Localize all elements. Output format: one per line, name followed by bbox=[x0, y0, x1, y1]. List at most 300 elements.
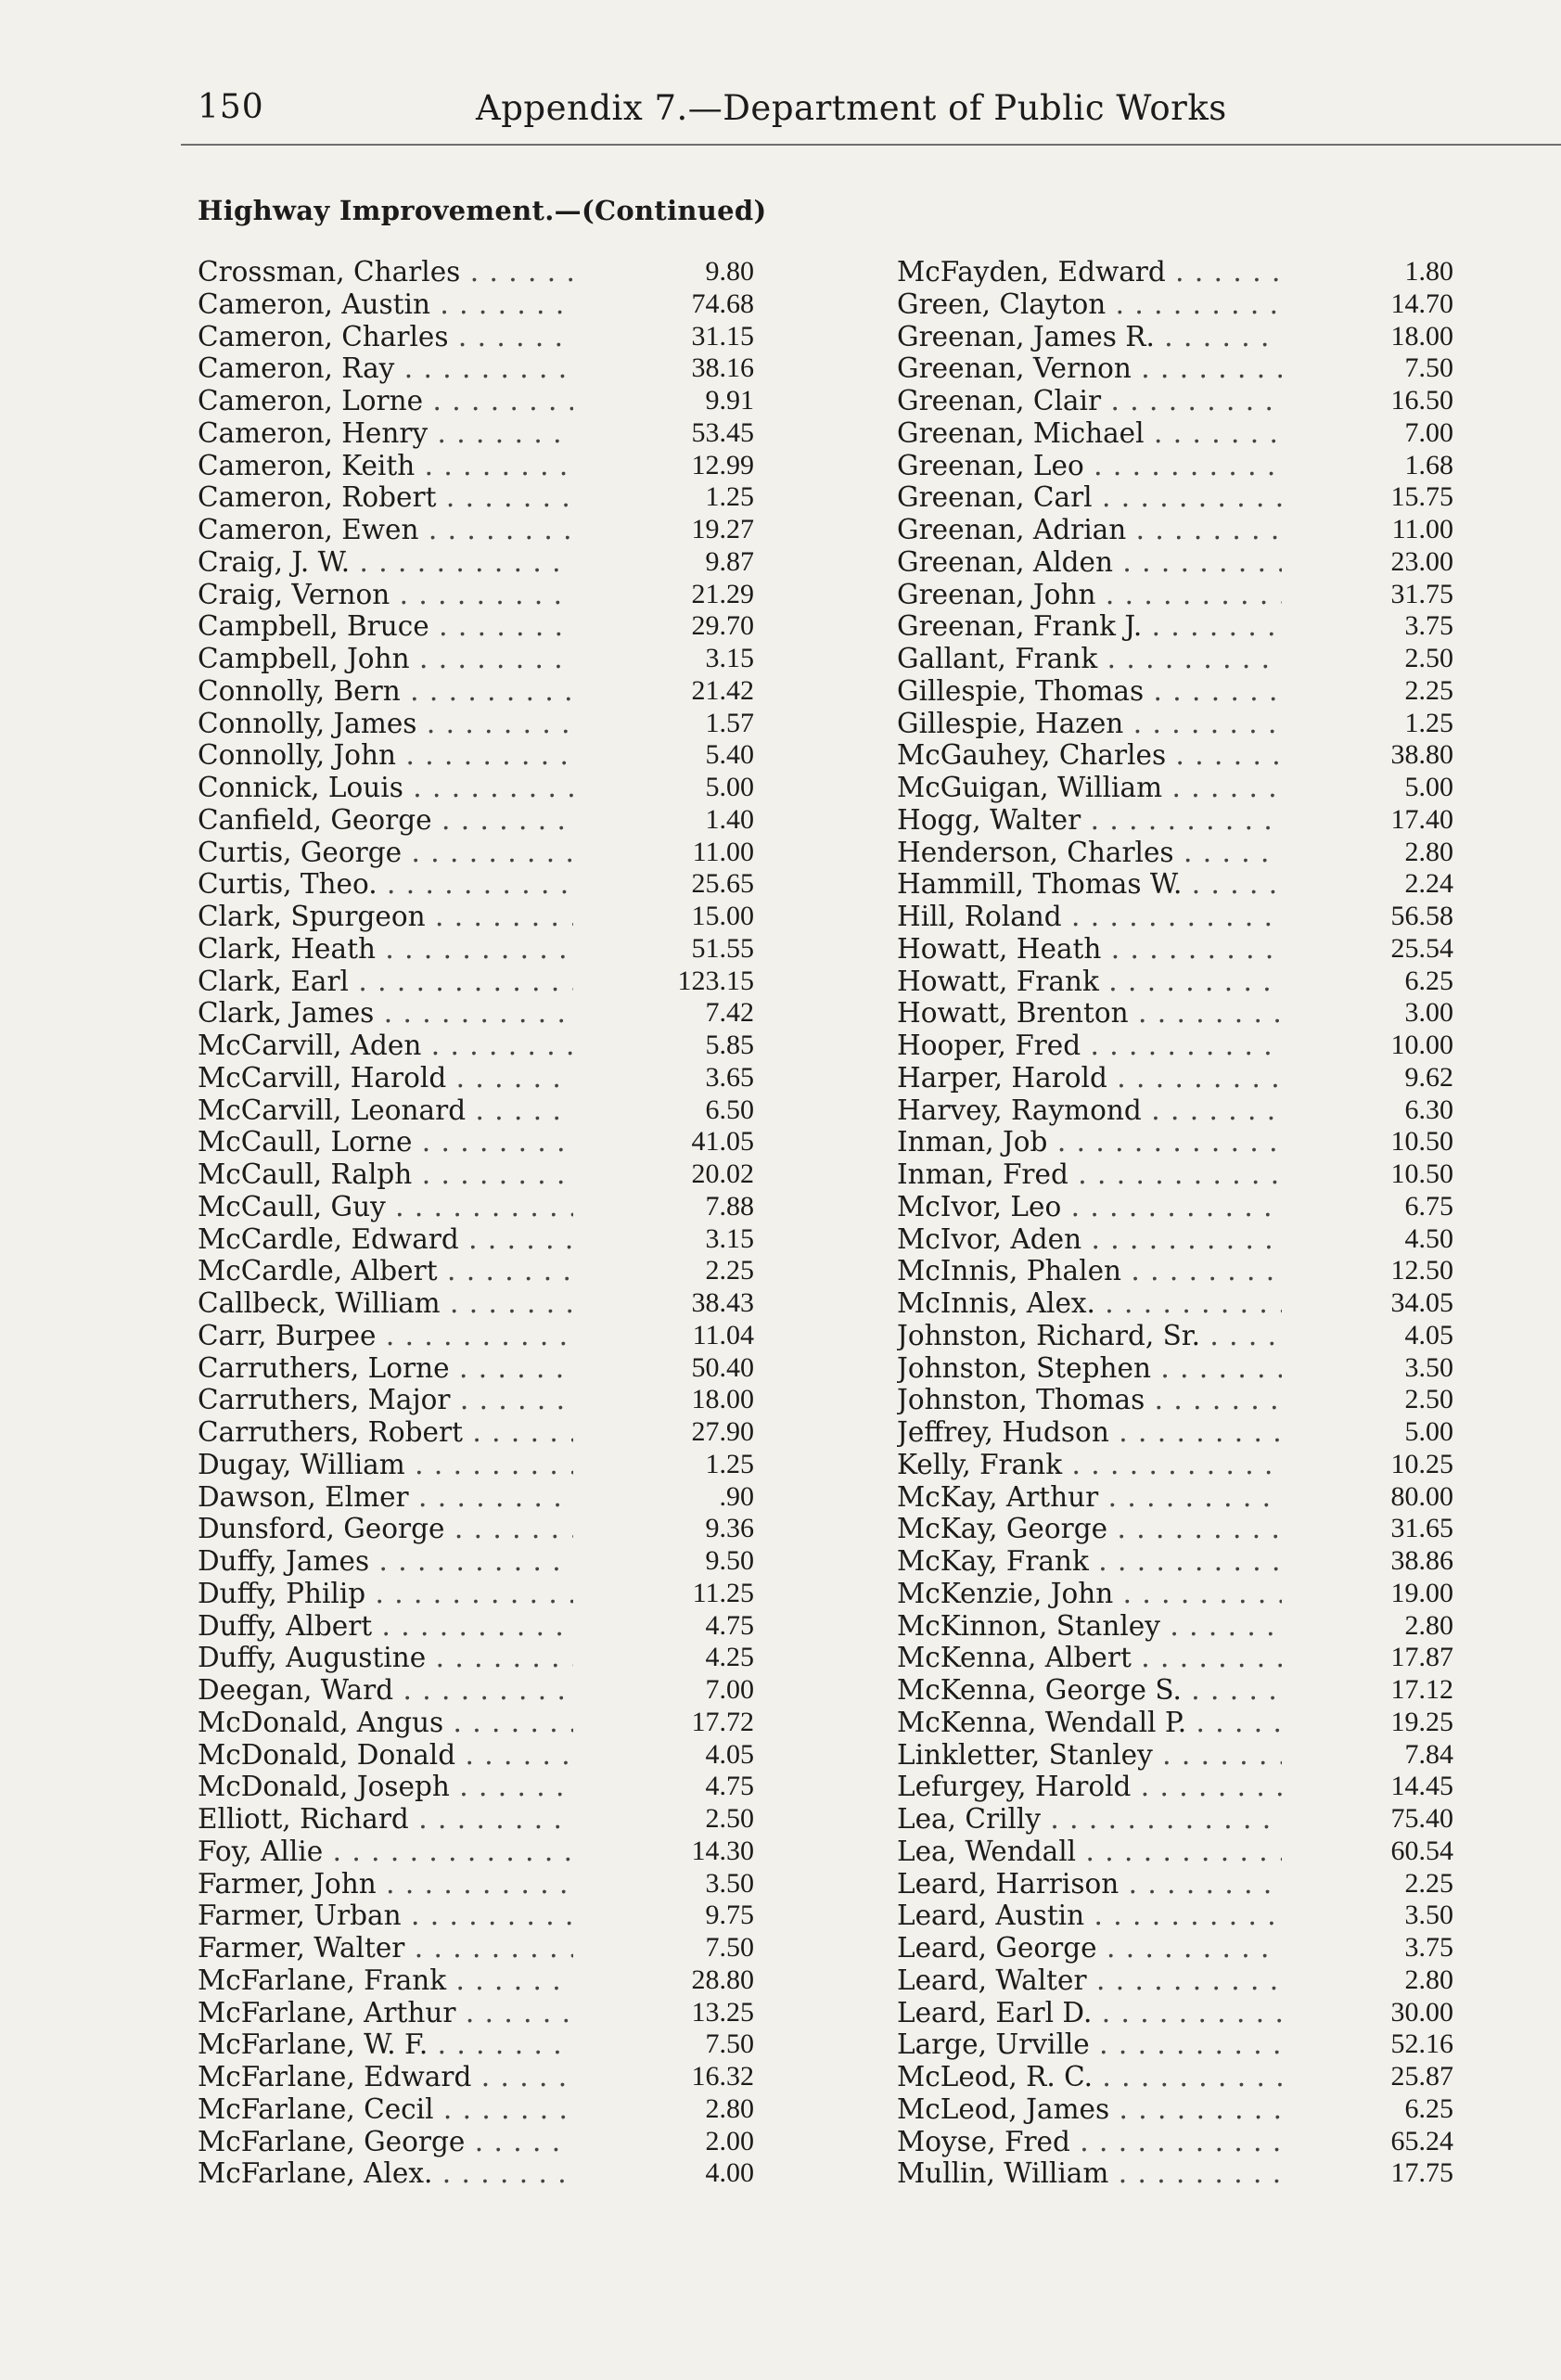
payee-name: Duffy, Augustine . . . bbox=[198, 1642, 573, 1674]
payment-amount: 38.86 bbox=[1390, 1545, 1453, 1576]
payment-amount: 38.16 bbox=[691, 352, 754, 384]
list-item bbox=[897, 1255, 1453, 1287]
left-column bbox=[198, 256, 754, 2190]
payment-amount: 27.90 bbox=[691, 1416, 754, 1447]
payment-amount: 2.50 bbox=[1404, 1384, 1453, 1415]
payment-amount: 4.05 bbox=[705, 1738, 754, 1770]
payment-amount: 4.00 bbox=[705, 2157, 754, 2189]
section-title: Highway Improvement.—(Continued) bbox=[198, 195, 767, 226]
list-item bbox=[897, 739, 1453, 772]
payment-amount: 7.50 bbox=[1404, 352, 1453, 384]
payee-name: Lefurgey, Harold . . . bbox=[897, 1771, 1282, 1803]
payment-amount: 20.02 bbox=[691, 1158, 754, 1189]
payment-amount: 21.42 bbox=[691, 674, 754, 706]
list-item bbox=[198, 1030, 754, 1062]
payment-amount: 11.04 bbox=[692, 1319, 754, 1350]
payee-name: McIvor, Leo . . . bbox=[897, 1191, 1282, 1223]
payee-name: Crossman, Charles . . . bbox=[198, 256, 573, 288]
payment-amount: 7.88 bbox=[705, 1190, 754, 1222]
list-item bbox=[897, 1771, 1453, 1803]
payment-amount: 16.32 bbox=[691, 2061, 754, 2092]
list-item bbox=[198, 1739, 754, 1772]
list-item bbox=[198, 385, 754, 417]
list-item bbox=[897, 2093, 1453, 2126]
payee-name: Henderson, Charles . . . bbox=[897, 837, 1282, 869]
list-item bbox=[198, 966, 754, 998]
payee-name: McKay, Frank . . . bbox=[897, 1545, 1282, 1578]
payment-amount: 74.68 bbox=[691, 288, 754, 319]
payment-amount: 18.00 bbox=[1390, 320, 1453, 352]
payee-name: Jeffrey, Hudson . . . bbox=[897, 1416, 1282, 1449]
payee-name: McInnis, Phalen . . . bbox=[897, 1255, 1282, 1287]
payee-name: Connolly, Bern . . . bbox=[198, 675, 573, 708]
list-item bbox=[198, 514, 754, 546]
list-item bbox=[897, 804, 1453, 837]
payment-amount: 5.00 bbox=[1404, 772, 1453, 802]
payment-amount: 9.50 bbox=[705, 1545, 754, 1576]
payee-name: Gillespie, Hazen . . . bbox=[897, 708, 1282, 740]
payee-name: Cameron, Austin . . . bbox=[198, 288, 573, 321]
payment-amount: 2.24 bbox=[1404, 868, 1453, 900]
payee-name: Cameron, Lorne . . . bbox=[198, 385, 573, 417]
list-item bbox=[897, 2157, 1453, 2190]
payment-amount: 2.25 bbox=[1404, 674, 1453, 706]
payee-name: McKay, George . . . bbox=[897, 1513, 1282, 1545]
payee-name: McLeod, James . . . bbox=[897, 2093, 1282, 2126]
right-column bbox=[897, 256, 1453, 2190]
list-item bbox=[198, 1158, 754, 1191]
payment-amount: 60.54 bbox=[1390, 1835, 1453, 1866]
list-item bbox=[198, 1416, 754, 1449]
payment-amount: 18.00 bbox=[691, 1384, 754, 1415]
list-item bbox=[198, 1900, 754, 1932]
payment-amount: 9.62 bbox=[1404, 1061, 1453, 1093]
payee-name: Howatt, Heath . . . bbox=[897, 933, 1282, 966]
payment-amount: 10.00 bbox=[1390, 1030, 1453, 1060]
list-item bbox=[198, 1932, 754, 1964]
payment-amount: 1.25 bbox=[1404, 707, 1453, 738]
payment-amount: 7.50 bbox=[705, 1932, 754, 1963]
payment-amount: 3.15 bbox=[705, 1222, 754, 1254]
payee-name: Campbell, John . . . bbox=[198, 643, 573, 675]
list-item bbox=[897, 2126, 1453, 2158]
payee-name: McCardle, Albert . . . bbox=[198, 1255, 573, 1287]
payee-name: McFarlane, George . . . bbox=[198, 2126, 573, 2158]
payment-amount: 17.40 bbox=[1390, 803, 1453, 835]
list-item bbox=[198, 481, 754, 514]
payment-amount: 50.40 bbox=[691, 1351, 754, 1383]
payment-amount: 4.50 bbox=[1404, 1222, 1453, 1254]
payee-name: Greenan, James R. . . . bbox=[897, 321, 1282, 353]
payee-name: Craig, J. W. . . . bbox=[198, 546, 573, 579]
list-item bbox=[897, 675, 1453, 708]
payee-name: Leard, Austin . . . bbox=[897, 1900, 1282, 1932]
payment-amount: 2.80 bbox=[1404, 836, 1453, 867]
payee-name: Inman, Fred . . . bbox=[897, 1158, 1282, 1191]
list-item bbox=[198, 708, 754, 740]
payee-name: Duffy, James . . . bbox=[198, 1545, 573, 1578]
payment-amount: 7.50 bbox=[705, 2028, 754, 2060]
list-item bbox=[897, 546, 1453, 579]
list-item bbox=[897, 1223, 1453, 1256]
list-item bbox=[897, 610, 1453, 643]
payee-name: Gillespie, Thomas . . . bbox=[897, 675, 1282, 708]
payee-name: Greenan, Michael . . . bbox=[897, 417, 1282, 450]
payee-name: McFarlane, Arthur . . . bbox=[198, 1997, 573, 2029]
list-item bbox=[198, 901, 754, 933]
list-item bbox=[897, 966, 1453, 998]
list-item bbox=[897, 1126, 1453, 1158]
payment-amount: 11.25 bbox=[692, 1577, 754, 1608]
list-item bbox=[198, 2093, 754, 2126]
list-item bbox=[897, 579, 1453, 611]
list-item bbox=[198, 321, 754, 353]
payee-name: Curtis, Theo. . . . bbox=[198, 868, 573, 901]
list-item bbox=[198, 1287, 754, 1320]
list-item bbox=[198, 997, 754, 1030]
list-item bbox=[198, 1062, 754, 1094]
payment-amount: 3.75 bbox=[1404, 610, 1453, 642]
payee-name: Carr, Burpee . . . bbox=[198, 1320, 573, 1352]
payment-amount: 17.12 bbox=[1390, 1674, 1453, 1705]
list-item bbox=[897, 1287, 1453, 1320]
payee-name: McKinnon, Stanley . . . bbox=[897, 1610, 1282, 1643]
page-number: 150 bbox=[198, 88, 264, 126]
payment-amount: 2.25 bbox=[705, 1255, 754, 1286]
payee-name: Leard, Harrison . . . bbox=[897, 1868, 1282, 1900]
payee-name: McCaull, Lorne . . . bbox=[198, 1126, 573, 1158]
payment-amount: 2.80 bbox=[705, 2092, 754, 2124]
list-item bbox=[897, 1545, 1453, 1578]
payment-amount: 11.00 bbox=[1391, 514, 1453, 544]
payee-name: McFarlane, Edward . . . bbox=[198, 2061, 573, 2093]
payee-name: Inman, Job . . . bbox=[897, 1126, 1282, 1158]
list-item bbox=[897, 1900, 1453, 1932]
payment-amount: 9.91 bbox=[705, 385, 754, 416]
payee-name: Campbell, Bruce . . . bbox=[198, 610, 573, 643]
payment-amount: 10.25 bbox=[1390, 1448, 1453, 1479]
list-item bbox=[897, 1094, 1453, 1127]
payment-amount: 15.00 bbox=[691, 901, 754, 931]
payment-amount: 51.55 bbox=[691, 932, 754, 964]
payment-amount: 56.58 bbox=[1390, 901, 1453, 931]
list-item bbox=[897, 837, 1453, 869]
list-item bbox=[198, 610, 754, 643]
payee-name: Duffy, Philip . . . bbox=[198, 1578, 573, 1610]
payment-amount: 3.65 bbox=[705, 1061, 754, 1093]
list-item bbox=[198, 1255, 754, 1287]
payee-name: McCaull, Guy . . . bbox=[198, 1191, 573, 1223]
payee-name: Greenan, Clair . . . bbox=[897, 385, 1282, 417]
list-item bbox=[198, 2028, 754, 2061]
list-item bbox=[198, 546, 754, 579]
payee-name: Foy, Allie . . . bbox=[198, 1836, 573, 1868]
list-item bbox=[897, 1481, 1453, 1514]
payment-amount: 4.25 bbox=[705, 1642, 754, 1673]
payee-name: Cameron, Henry . . . bbox=[198, 417, 573, 450]
list-item bbox=[897, 1868, 1453, 1900]
payee-name: McDonald, Joseph . . . bbox=[198, 1771, 573, 1803]
list-item bbox=[198, 1513, 754, 1545]
list-item bbox=[198, 1674, 754, 1707]
list-item bbox=[198, 739, 754, 772]
list-item bbox=[198, 933, 754, 966]
list-item bbox=[198, 579, 754, 611]
payee-name: Johnston, Stephen . . . bbox=[897, 1352, 1282, 1385]
running-title: Appendix 7.—Department of Public Works bbox=[476, 88, 1227, 128]
payment-amount: 1.68 bbox=[1404, 449, 1453, 480]
list-item bbox=[198, 868, 754, 901]
list-item bbox=[897, 417, 1453, 450]
payment-amount: 6.25 bbox=[1404, 965, 1453, 996]
payee-name: Farmer, Urban . . . bbox=[198, 1900, 573, 1932]
payment-amount: 14.45 bbox=[1390, 1771, 1453, 1802]
list-item bbox=[198, 1481, 754, 1514]
payee-name: McLeod, R. C. . . . bbox=[897, 2061, 1282, 2093]
payee-name: Connolly, John . . . bbox=[198, 739, 573, 772]
list-item bbox=[198, 1191, 754, 1223]
payment-amount: 17.87 bbox=[1390, 1642, 1453, 1673]
payee-name: Craig, Vernon . . . bbox=[198, 579, 573, 611]
list-item bbox=[198, 352, 754, 385]
payee-name: McFarlane, W. F. . . . bbox=[198, 2028, 573, 2061]
payee-name: McKenna, George S. . . . bbox=[897, 1674, 1282, 1707]
list-item bbox=[897, 1191, 1453, 1223]
payment-amount: 17.75 bbox=[1390, 2157, 1453, 2189]
payment-amount: 1.80 bbox=[1404, 256, 1453, 287]
list-item bbox=[198, 2157, 754, 2190]
payment-amount: 3.75 bbox=[1404, 1932, 1453, 1963]
payment-amount: 1.25 bbox=[705, 1448, 754, 1479]
payee-name: Carruthers, Major . . . bbox=[198, 1384, 573, 1416]
payment-amount: 1.57 bbox=[705, 707, 754, 738]
list-item bbox=[897, 1352, 1453, 1385]
payee-name: McInnis, Alex. . . . bbox=[897, 1287, 1282, 1320]
payee-name: McIvor, Aden . . . bbox=[897, 1223, 1282, 1256]
payee-name: Cameron, Ray . . . bbox=[198, 352, 573, 385]
payment-amount: 2.50 bbox=[705, 1803, 754, 1834]
payment-amount: 5.40 bbox=[705, 739, 754, 771]
payment-amount: 5.00 bbox=[1404, 1416, 1453, 1447]
payee-name: McKenna, Albert . . . bbox=[897, 1642, 1282, 1674]
list-item bbox=[198, 1126, 754, 1158]
list-item bbox=[198, 1836, 754, 1868]
payee-name: Clark, Spurgeon . . . bbox=[198, 901, 573, 933]
payment-amount: 75.40 bbox=[1390, 1803, 1453, 1834]
payment-amount: 31.65 bbox=[1390, 1513, 1453, 1544]
payment-amount: 2.80 bbox=[1404, 1609, 1453, 1641]
payee-name: Large, Urville . . . bbox=[897, 2028, 1282, 2061]
payee-name: Greenan, Carl . . . bbox=[897, 481, 1282, 514]
payment-amount: 1.40 bbox=[705, 803, 754, 835]
payee-name: Dunsford, George . . . bbox=[198, 1513, 573, 1545]
payment-amount: 6.75 bbox=[1404, 1190, 1453, 1222]
list-item bbox=[897, 1578, 1453, 1610]
list-item bbox=[198, 1320, 754, 1352]
payee-name: Clark, Heath . . . bbox=[198, 933, 573, 966]
list-item bbox=[897, 321, 1453, 353]
payee-name: Johnston, Thomas . . . bbox=[897, 1384, 1282, 1416]
payment-amount: 29.70 bbox=[691, 610, 754, 642]
payment-amount: 52.16 bbox=[1390, 2028, 1453, 2060]
list-item bbox=[198, 804, 754, 837]
list-item bbox=[198, 1964, 754, 1997]
payee-name: McDonald, Angus . . . bbox=[198, 1707, 573, 1739]
payment-amount: 2.50 bbox=[1404, 643, 1453, 673]
list-item bbox=[198, 1868, 754, 1900]
payee-name: Hooper, Fred . . . bbox=[897, 1030, 1282, 1062]
list-item bbox=[198, 1352, 754, 1385]
payee-name: Gallant, Frank . . . bbox=[897, 643, 1282, 675]
list-item bbox=[198, 675, 754, 708]
payment-amount: 34.05 bbox=[1390, 1287, 1453, 1318]
payee-name: Howatt, Frank . . . bbox=[897, 966, 1282, 998]
payee-name: Leard, Walter . . . bbox=[897, 1964, 1282, 1997]
list-item bbox=[897, 1964, 1453, 1997]
payment-amount: 53.45 bbox=[691, 416, 754, 448]
list-item bbox=[897, 385, 1453, 417]
payment-amount: 3.50 bbox=[705, 1867, 754, 1899]
list-item bbox=[198, 772, 754, 804]
list-item bbox=[897, 1674, 1453, 1707]
payee-name: Cameron, Robert . . . bbox=[198, 481, 573, 514]
list-item bbox=[897, 1739, 1453, 1772]
payment-amount: 41.05 bbox=[691, 1126, 754, 1158]
list-item bbox=[897, 1932, 1453, 1964]
payee-name: Farmer, Walter . . . bbox=[198, 1932, 573, 1964]
payment-amount: 25.87 bbox=[1390, 2061, 1453, 2092]
payment-amount: 21.29 bbox=[691, 578, 754, 609]
payee-name: Clark, James . . . bbox=[198, 997, 573, 1030]
payee-name: Dawson, Elmer . . . bbox=[198, 1481, 573, 1514]
payment-amount: 12.99 bbox=[691, 449, 754, 480]
list-item bbox=[897, 1449, 1453, 1481]
payee-name: McFayden, Edward . . . bbox=[897, 256, 1282, 288]
payee-name: Harvey, Raymond . . . bbox=[897, 1094, 1282, 1127]
payment-amount: 30.00 bbox=[1390, 1996, 1453, 2028]
list-item bbox=[198, 2061, 754, 2093]
payee-name: Cameron, Charles . . . bbox=[198, 321, 573, 353]
list-item bbox=[897, 1320, 1453, 1352]
payment-amount: 38.80 bbox=[1390, 739, 1453, 771]
list-item bbox=[198, 1094, 754, 1127]
payment-amount: 31.15 bbox=[691, 320, 754, 352]
list-item bbox=[897, 933, 1453, 966]
payment-amount: 16.50 bbox=[1390, 385, 1453, 416]
payee-name: Cameron, Keith . . . bbox=[198, 450, 573, 482]
payee-name: Clark, Earl . . . bbox=[198, 966, 573, 998]
payee-name: Leard, Earl D. . . . bbox=[897, 1997, 1282, 2029]
payee-name: McCaull, Ralph . . . bbox=[198, 1158, 573, 1191]
list-item bbox=[897, 1030, 1453, 1062]
list-item bbox=[198, 643, 754, 675]
list-item bbox=[897, 1610, 1453, 1643]
payee-name: Hill, Roland . . . bbox=[897, 901, 1282, 933]
list-item bbox=[897, 288, 1453, 321]
payee-name: Greenan, John . . . bbox=[897, 579, 1282, 611]
payment-amount: 1.25 bbox=[705, 481, 754, 513]
payee-name: Johnston, Richard, Sr. . . . bbox=[897, 1320, 1282, 1352]
payment-amount: 19.00 bbox=[1390, 1577, 1453, 1608]
list-item bbox=[897, 997, 1453, 1030]
payment-amount: 15.75 bbox=[1390, 481, 1453, 513]
payee-name: Farmer, John . . . bbox=[198, 1868, 573, 1900]
list-item bbox=[897, 1158, 1453, 1191]
payment-amount: 3.00 bbox=[1404, 997, 1453, 1029]
list-item bbox=[198, 417, 754, 450]
list-item bbox=[198, 1223, 754, 1256]
list-item bbox=[198, 256, 754, 288]
payee-name: Duffy, Albert . . . bbox=[198, 1610, 573, 1643]
payee-name: McFarlane, Alex. . . . bbox=[198, 2157, 573, 2190]
payment-amount: .90 bbox=[719, 1480, 754, 1512]
payment-amount: 9.87 bbox=[705, 545, 754, 577]
payee-name: Connick, Louis . . . bbox=[198, 772, 573, 804]
payee-name: Lea, Crilly . . . bbox=[897, 1803, 1282, 1836]
payment-amount: 4.05 bbox=[1404, 1319, 1453, 1350]
list-item bbox=[897, 481, 1453, 514]
payment-amount: 38.43 bbox=[691, 1287, 754, 1318]
payee-name: McCarvill, Leonard . . . bbox=[198, 1094, 573, 1127]
payment-amount: 7.84 bbox=[1404, 1738, 1453, 1770]
payee-name: Harper, Harold . . . bbox=[897, 1062, 1282, 1094]
payment-amount: 7.00 bbox=[705, 1674, 754, 1705]
payee-name: Curtis, George . . . bbox=[198, 837, 573, 869]
list-item bbox=[198, 1803, 754, 1836]
payee-name: Howatt, Brenton . . . bbox=[897, 997, 1282, 1030]
list-item bbox=[198, 450, 754, 482]
payee-name: Lea, Wendall . . . bbox=[897, 1836, 1282, 1868]
payee-name: Greenan, Frank J. . . . bbox=[897, 610, 1282, 643]
payee-name: Hogg, Walter . . . bbox=[897, 804, 1282, 837]
list-item bbox=[897, 256, 1453, 288]
payee-name: Greenan, Vernon . . . bbox=[897, 352, 1282, 385]
payee-name: McGauhey, Charles . . . bbox=[897, 739, 1282, 772]
payee-name: Elliott, Richard . . . bbox=[198, 1803, 573, 1836]
payment-amount: 11.00 bbox=[692, 836, 754, 867]
payee-name: McFarlane, Cecil . . . bbox=[198, 2093, 573, 2126]
list-item bbox=[198, 1610, 754, 1643]
payee-name: Greenan, Alden . . . bbox=[897, 546, 1282, 579]
payment-amount: 5.00 bbox=[705, 772, 754, 802]
payee-name: Greenan, Leo . . . bbox=[897, 450, 1282, 482]
payment-amount: 6.25 bbox=[1404, 2092, 1453, 2124]
payment-amount: 9.36 bbox=[705, 1513, 754, 1544]
payment-amount: 4.75 bbox=[705, 1609, 754, 1641]
payee-name: Greenan, Adrian . . . bbox=[897, 514, 1282, 546]
payee-name: Dugay, William . . . bbox=[198, 1449, 573, 1481]
list-item bbox=[897, 868, 1453, 901]
payee-name: Green, Clayton . . . bbox=[897, 288, 1282, 321]
list-item bbox=[897, 1997, 1453, 2029]
payment-amount: 2.25 bbox=[1404, 1867, 1453, 1899]
payee-name: Kelly, Frank . . . bbox=[897, 1449, 1282, 1481]
payee-name: Deegan, Ward . . . bbox=[198, 1674, 573, 1707]
payment-amount: 25.54 bbox=[1390, 932, 1453, 964]
list-item bbox=[897, 1707, 1453, 1739]
payment-amount: 19.27 bbox=[691, 514, 754, 544]
list-item bbox=[897, 2028, 1453, 2061]
payee-name: Connolly, James . . . bbox=[198, 708, 573, 740]
payee-name: McKenzie, John . . . bbox=[897, 1578, 1282, 1610]
payee-name: McFarlane, Frank . . . bbox=[198, 1964, 573, 1997]
payment-amount: 9.80 bbox=[705, 256, 754, 287]
payee-name: Carruthers, Robert . . . bbox=[198, 1416, 573, 1449]
payment-amount: 4.75 bbox=[705, 1771, 754, 1802]
list-item bbox=[897, 450, 1453, 482]
list-item bbox=[897, 1384, 1453, 1416]
list-item bbox=[198, 288, 754, 321]
